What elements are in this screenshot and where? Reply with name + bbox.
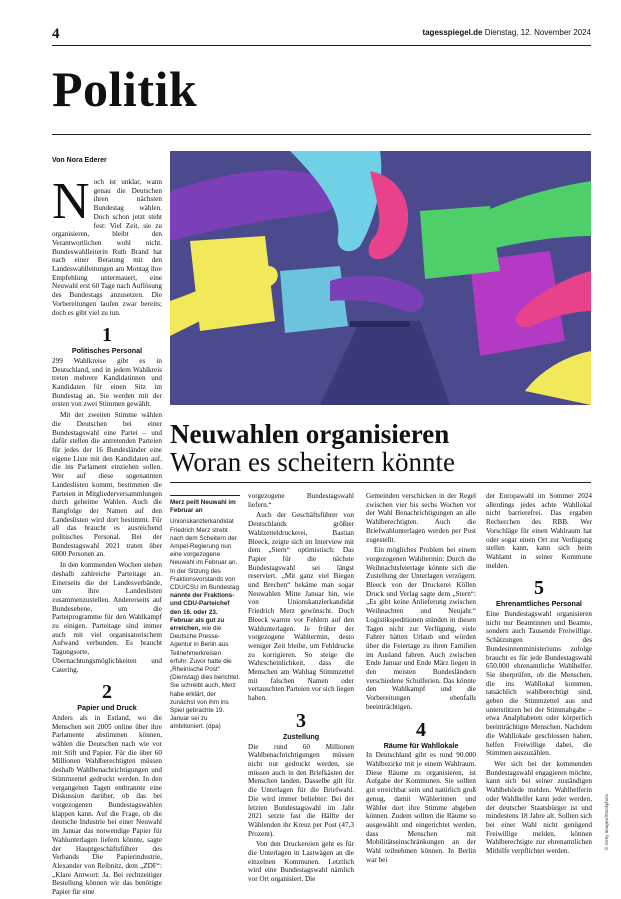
headline-sub: Woran es scheitern könnte [170, 447, 455, 477]
issue-date: Dienstag, 12. November 2024 [484, 28, 591, 37]
section-number-3: 3 [296, 709, 306, 732]
paragraph: vorgezogene Bundestagswahl liefern.“ [248, 492, 354, 509]
infobox-merz [170, 495, 240, 732]
paragraph: Gemeinden verschicken in der Regel zwischen vier bis sechs Wochen vor der Wahl Benachrichtigungen an alle Wahlberechtigten. Auch die Briefwahlunterlagen werden per Post zugestellt. [366, 492, 476, 544]
drop-cap: N [52, 173, 90, 230]
text-column-4 [486, 492, 592, 858]
section-number-5: 5 [534, 577, 544, 600]
ballot-hands-illustration [170, 151, 591, 405]
section-rule [52, 134, 591, 135]
paragraph: In Deutschland gibt es rund 90.000 Wahlbezirke mit je einem Wahlraum. Diese Räume zu organisieren, ist Aufgabe der Kommunen. Sie sollten gut erreichbar sein und natürlich groß genug, damit Wählerinnen und Wähler dort ihre Stimme abgeben können. Zudem sollten die Räume so ausgewählt und eingerichtet werden, dass Menschen mit Mobilitätseinschränkungen an der Wahl teilnehmen können. In Berlin war bei [366, 751, 476, 864]
section-heading-2: Papier und Druck [77, 703, 137, 713]
lead-column [52, 173, 162, 899]
lead-paragraph: Noch ist unklar, wann genau die Deutschen ihren nächsten Bundestag wählen. Doch schon jetzt steht fest: Viel Zeit, sie zu organisieren, bleibt den Verantwortlichen wohl nicht. Bundeswahlleiterin Ruth Brand hat nach einer Beratung mit den Landeswahlleitungen am Montag ihre Empfehlung untermauert, eine Neuwahl erst 60 Tage nach Auflösung des Bundestags anzusetzen. Die Vorbereitungen laufen zwar bereits; doch es gibt viel zu tun. [52, 173, 162, 317]
paragraph: Auch der Geschäftsführer von Deutschlands größter Wahlzetteldruckerei, Bastian Bleeck, zeigte sich im Interview mit dem „Stern“ optimistisch: Das Papier für die nächste Bundestagswahl sei längst reserviert. „Mit ganz viel Biegen und Brechen“ bekäme man sogar Neuwahlen Mitte Januar hin, wie von Unionskanzlerkandidat Friedrich Merz gewünscht. Doch Bleeck warnte vor Fehlern auf den Wahlunterlagen. Je früher der vorgezogene Wahltermin, desto weniger Zeit bleibe, um Fehldrucke zu korrigieren. So steige die Wahrscheinlichkeit, dass die Menschen am Wahltag Stimmzettel mit falschen Namen oder vertauschten Parteien vor sich liegen haben. [248, 511, 354, 703]
paragraph: Anders als in Estland, wo die Menschen seit 2005 online über ihre Parlamente abstimmen können, wählen die Deutschen nach wie vor mit Stift und Papier. Für die über 60 Millionen Wahlberechtigten müssen deshalb Wahlbenachrichtigungen und Stimmzettel gedruckt werden. In den vergangenen Tagen entbrannte eine Diskussion darüber, ob das bei vorgezogenen Bundestagswahlen klappen kann. Auf die Frage, ob die deutsche Industrie bei einer Neuwahl im Januar das notwendige Papier für Wahlunterlagen liefern könnte, sagte der Hauptgeschäftsführer des Verbands Die Papierindustrie, Alexander von Reibnitz, dem „ZDF“: „Klare Antwort: Ja. Bei rechtzeitiger Bestellung können wir das benötigte Papier für eine [52, 713, 162, 897]
page-number: 4 [52, 26, 60, 42]
top-rule [52, 45, 591, 46]
section-heading-4: Räume für Wahllokale [383, 740, 459, 750]
photo-credit: © Getty Images/iStockphoto [604, 793, 609, 850]
section-number-2: 2 [102, 681, 112, 704]
text-column-2 [248, 492, 354, 886]
text-column-3 [366, 492, 476, 866]
infobox-title: Merz peilt Neuwahl im Februar an [170, 495, 240, 515]
paragraph: Von den Druckereien geht es für die Unterlagen in Lastwägen an die einzelnen Kommunen. Letztlich wird eine Bundestagswahl nämlich vor Ort organisiert. Die [248, 840, 354, 884]
site-name: tagesspiegel.de [422, 28, 483, 37]
paragraph: 299 Wahlkreise gibt es in Deutschland, und in jedem Wahlkreis treten mehrere Kandidatinnen und Kandidaten für einen Sitz im Bundestag an. Sie werden mit der ersten von zwei Stimmen gewählt. [52, 356, 162, 409]
infobox-text: Unionskanzlerkandidat Friedrich Merz strebt nach dem Scheitern der Ampel-Regierung nun eine vorgezogene Neuwahl im Februar an. In der Sitzung des Fraktionsvorstands von CDU/CSU im Bundestag nannte der Fraktions- und CDU-Parteichef den 16. oder 23. Februar als gut zu erreichen, wie die Deutsche Presse-Agentur in Berlin aus Teilnehmerkreisen erfuhr. Zuvor hatte die „Rheinische Post“ (Dienstag) dies berichtet. Sie schreibt auch, Merz habe erklärt, der zunächst von ihm ins Spiel gebrachte 19. Januar sei zu ambitioniert. (dpa) [170, 518, 240, 731]
section-heading-5: Ehrenamtliches Personal [496, 599, 582, 609]
paragraph: Wer sich bei der kommenden Bundestagswahl engagieren möchte, kann sich bei seiner zuständigen Wahlbehörde melden. Wahlhelferin oder Wahlhelfer kann jeder werden, der deutscher Staatsbürger ist und mindestens 18 Jahre alt. Sollten sich bei einer Wahl nicht genügend Freiwillige melden, können Wahlberechtigte zur ehrenamtlichen Mithilfe verpflichtet werden. [486, 759, 592, 856]
author-byline: Von Nora Ederer [52, 157, 107, 164]
section-number-1: 1 [102, 324, 112, 347]
paragraph: Die rund 60 Millionen Wahlbenachrichtigungen müssen nicht nur gedruckt werden, sie müssen auch in den Briefkästen der Menschen landen. Dasselbe gilt für die Unterlagen für die Briefwahl. Die wird immer beliebter: Bei der letzten Bundestagswahl im Jahr 2021 setzte fast die Hälfte der Wählenden ihr Kreuz per Post (47,3 Prozent). [248, 742, 354, 838]
paragraph: Ein mögliches Problem bei einem vorgezogenen Wahltermin: Durch die Weihnachtsfeiertage könnte sich die Zustellung der Unterlagen verzögern. Bleeck von der Druckerei Köllen Druck und Verlag sagte dem „Stern“: „Es gibt keine Anlieferung zwischen Weihnachten und Neujahr.“ Logistikspeditionen stünden in diesen Tagen nicht zur Verfügung, viele Fahrer hätten Urlaub und würden über die Feiertage zu ihren Familien im Ausland fahren. Auch zwischen Ende Januar und Ende März liegen in den meisten Bundesländern verschiedene Schulferien. Das könnte den Wahlkampf und die Vorbereitungen ebenfalls beeinträchtigen. [366, 546, 476, 711]
headline-rule [170, 482, 591, 483]
headline-main: Neuwahlen organisieren [170, 419, 450, 449]
paragraph: Eine Bundestagswahl organisieren nicht nur Beamtinnen und Beamte, sondern auch Tausende Freiwillige. Schätzungen des Bundesinnenministeriums zufolge braucht es für jede Bundestagswahl 650.000 ehrenamtliche Wahlhelfer. Sie überprüfen, ob die Menschen, die ins Wahllokal kommen, tatsächlich wahlberechtigt sind, geben die Stimmzettel aus und unterstützen bei der Stimmabgabe – etwa Analphabeten oder körperlich beeinträchtigte Menschen. Nachdem die Wahllokale geschlossen haben, helfen Freiwillige dabei, die Stimmen auszuzählen. [486, 610, 592, 758]
article-headline [170, 420, 455, 476]
section-heading-3: Zustellung [282, 731, 320, 741]
paragraph: In den kommenden Wochen stehen deshalb zahlreiche Parteitage an. Einerseits die der Landesverbände, um ihre Landeslisten zusammenzustellen. Andererseits auf Bundesebene, um die Parteiprogramme für den Wahlkampf zu einigen. Parteitage sind immer auch mit viel organisatorischem Aufwand verbunden. Es braucht Tagungsorte, Übernachtungsmöglichkeiten und Catering. [52, 561, 162, 674]
paragraph: Mit der zweiten Stimme wählen die Deutschen bei einer Bundestagswahl eine Partei – und dafür stellen die antretenden Parteien für jedes der 16 Bundesländer eine eigene Liste mit den Kandidaten auf, die ins Parlament einziehen sollen. Wer auf diese sogenannten Landeslisten kommt, bestimmen die Parteien in Mitgliederversammlungen durch geheime Wahlen. Auch die Rangfolge der Namen auf den Landeslisten wird dort bestimmt. Für all das braucht es ausreichend politisches Personal. Bei der Bundestagswahl 2021 traten über 6000 Personen an. [52, 411, 162, 559]
section-title: Politik [52, 61, 198, 117]
section-number-4: 4 [416, 718, 426, 741]
masthead-info [422, 28, 591, 37]
section-heading-1: Politisches Personal [71, 346, 143, 356]
paragraph: der Europawahl im Sommer 2024 allerdings jedes achte Wahllokal nicht barrierefrei. Das ergaben Recherchen des RBB. Wer Vorschläge für einen Wahlraum hat oder sogar einen Ort zur Verfügung stellen kann, kann sich beim Wahlamt in seiner Kommune melden. [486, 492, 592, 570]
